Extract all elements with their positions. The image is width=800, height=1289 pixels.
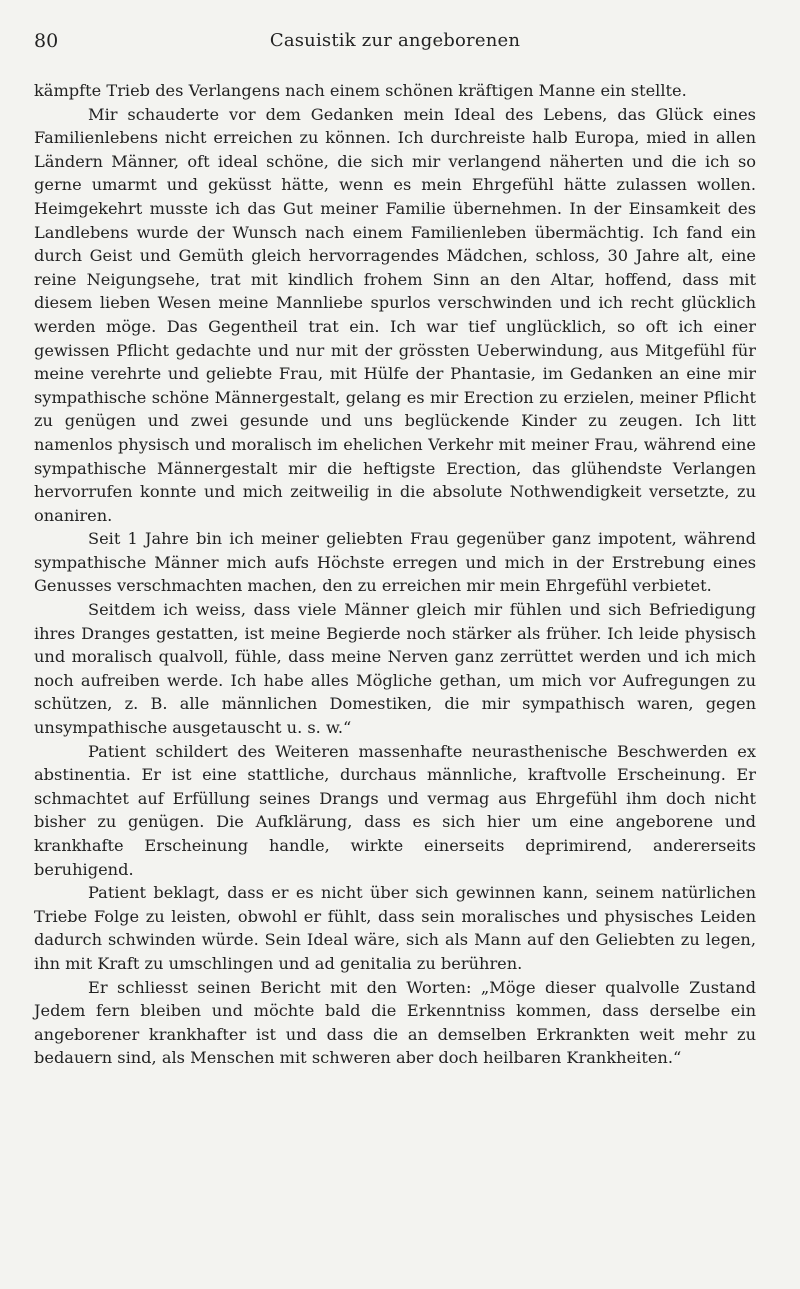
running-title: Casuistik zur angeborenen: [269, 30, 521, 51]
paragraph: Patient beklagt, dass er es nicht über sich gewinnen kann, seinem natürlichen Triebe Folge zu leisten, obwohl er fühlt, dass sein moralisches und physisches Leiden dadurch schwinden würde. Sein Ideal wäre, sich als Mann auf den Geliebten zu legen, ihn mit Kraft zu umschlingen und ad genitalia zu berühren.: [34, 883, 756, 973]
paragraph: Mir schauderte vor dem Gedanken mein Ideal des Lebens, das Glück eines Familienlebens nicht erreichen zu können. Ich durchreiste halb Europa, mied in allen Ländern Männer, oft ideal schöne, die sich mir verlangend näherten und die ich so gerne umarmt und geküsst hätte, wenn es mein Ehrgefühl hätte zulassen wollen. Heimgekehrt musste ich das Gut meiner Familie übernehmen. In der Einsamkeit des Landlebens wurde der Wunsch nach einem Familienleben übermächtig. Ich fand ein durch Geist und Gemüth gleich hervorragendes Mädchen, schloss, 30 Jahre alt, eine reine Neigungsehe, trat mit kindlich frohem Sinn an den Altar, hoffend, dass mit diesem lieben Wesen meine Mannliebe spurlos verschwinden und ich recht glücklich werden möge. Das Gegentheil trat ein. Ich war tief unglücklich, so oft ich einer gewissen Pflicht gedachte und nur mit der grössten Ueberwindung, aus Mitgefühl für meine verehrte und geliebte Frau, mit Hülfe der Phantasie, im Gedanken an eine mir sympathische schöne Männergestalt, gelang es mir Erection zu erzielen, meiner Pflicht zu genügen und zwei gesunde und uns beglückende Kinder zu zeugen. Ich litt namenlos physisch und moralisch im ehelichen Verkehr mit meiner Frau, während eine sympathische Männergestalt mir die heftigste Erection, das glühendste Verlangen hervorrufen konnte und mich zeitweilig in die absolute Nothwendigkeit versetzte, zu onaniren.: [34, 104, 756, 525]
paragraph: Seit 1 Jahre bin ich meiner geliebten Frau gegenüber ganz impotent, während sympathische Männer mich aufs Höchste erregen und mich in der Erstrebung eines Genusses verschmachten machen, den zu erreichen mir mein Ehrgefühl verbietet.: [34, 529, 756, 596]
paragraph: Patient schildert des Weiteren massenhafte neurasthenische Beschwerden ex abstinentia. Er ist eine stattliche, durchaus männliche, kraftvolle Erscheinung. Er schmachtet auf Erfüllung seines Drangs und vermag aus Ehrgefühl ihm doch nicht bisher zu genügen. Die Aufklärung, dass es sich hier um eine angeborene und krankhafte Erscheinung handle, wirkte einerseits deprimirend, andererseits beruhigend.: [34, 741, 756, 879]
paragraph: Er schliesst seinen Bericht mit den Worten: „Möge dieser qualvolle Zustand Jedem fern bleiben und möchte bald die Erkenntniss kommen, dass derselbe ein angeborener krankhafter ist und dass die an demselben Erkrankten weit mehr zu bedauern sind, als Menschen mit schweren aber doch heilbaren Krankheiten.“: [34, 977, 756, 1068]
body-text: [34, 79, 756, 1070]
running-head: [34, 30, 756, 58]
paragraph: Seitdem ich weiss, dass viele Männer gleich mir fühlen und sich Befriedigung ihres Dranges gestatten, ist meine Begierde noch stärker als früher. Ich leide physisch und moralisch qualvoll, fühle, dass meine Nerven ganz zerrüttet werden und ich mich noch aufreiben werde. Ich habe alles Mögliche gethan, um mich vor Aufregungen zu schützen, z. B. alle männlichen Domestiken, die mir sympathisch waren, gegen unsympathische ausgetauscht u. s. w.“: [34, 600, 756, 738]
paragraph-continued: kämpfte Trieb des Verlangens nach einem schönen kräftigen Manne ein stellte.: [34, 81, 687, 100]
page-number: 80: [34, 30, 59, 52]
